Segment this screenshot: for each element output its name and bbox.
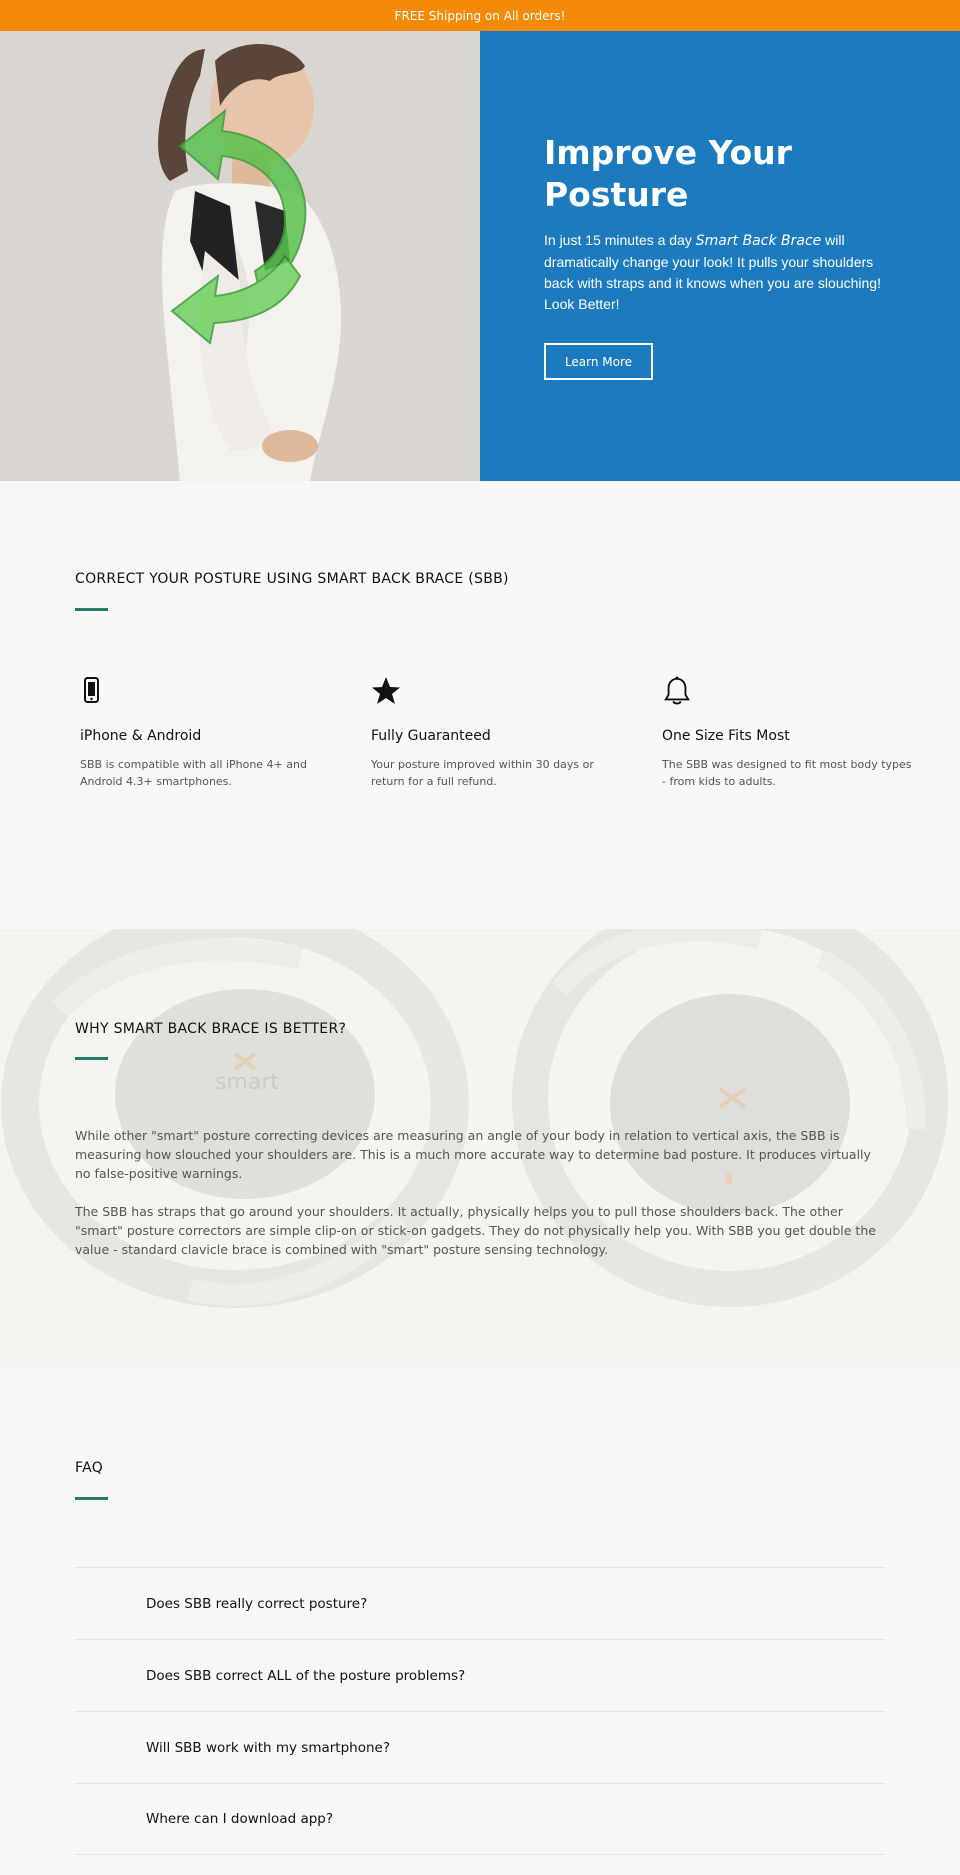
shipping-banner (0, 0, 960, 31)
hero-title-line1: Improve Your (544, 133, 792, 172)
hero-description (544, 230, 900, 315)
smartphone-icon (80, 676, 104, 706)
hero-brand-name: Smart Back Brace (695, 233, 822, 249)
faq-item[interactable] (75, 1639, 885, 1711)
faq-question: Does SBB correct ALL of the posture problems? (146, 1667, 466, 1684)
hero-title-line2: Posture (544, 175, 689, 214)
hero-text-after: will dramatically change your look! It pulls your shoulders back with straps and it knows when you are slouching! Look Better! (544, 232, 881, 312)
why-paragraph-1: While other "smart" posture correcting devices are measuring an angle of your body in relation to vertical axis, the SBB is measuring how slouched your shoulders are. This is a much more accurate way to determine bad posture. It produces virtually no false-positive warnings. (75, 1128, 871, 1181)
why-title-underline (75, 1057, 108, 1060)
hero-title (544, 132, 900, 216)
feature-text: The SBB was designed to fit most body types - from kids to adults. (662, 758, 912, 788)
faq-title-underline (75, 1497, 108, 1500)
faq-section-title: FAQ (75, 1460, 104, 1476)
feature-iphone-android (80, 676, 330, 790)
learn-more-button[interactable]: Learn More (544, 343, 653, 380)
hero-image (0, 31, 480, 481)
feature-text: Your posture improved within 30 days or return for a full refund. (371, 758, 594, 788)
shipping-banner-text: FREE Shipping on All orders! (394, 8, 566, 23)
faq-item[interactable] (75, 1711, 885, 1783)
features-section-title: CORRECT YOUR POSTURE USING SMART BACK BRACE (SBB) (75, 571, 509, 587)
hero-text-before: In just 15 minutes a day (544, 232, 696, 248)
faq-item[interactable] (75, 1783, 885, 1855)
faq-question: Where can I download app? (146, 1811, 334, 1827)
bell-icon (662, 676, 692, 706)
why-section-title: WHY SMART BACK BRACE IS BETTER? (75, 1021, 347, 1037)
faq-question: Will SBB work with my smartphone? (146, 1739, 391, 1756)
hero-section (0, 31, 960, 481)
feature-text: SBB is compatible with all iPhone 4+ and Android 4.3+ smartphones. (80, 758, 307, 788)
device-logo-text: smart (215, 1070, 280, 1095)
woman-posture-illustration (0, 31, 480, 481)
why-paragraph-2: The SBB has straps that go around your shoulders. It actually, physically helps you to pull those shoulders back. The other "smart" posture correctors are simple clip-on or stick-on gadgets. They do not physically help you. With SBB you get double the value - standard clavicle brace is combined with "smart" posture sensing technology. (75, 1204, 876, 1257)
feature-title: One Size Fits Most (662, 728, 790, 744)
hero-panel (480, 31, 960, 481)
faq-item[interactable] (75, 1567, 885, 1639)
features-title-underline (75, 608, 108, 611)
feature-one-size (662, 676, 912, 790)
faq-question: Does SBB really correct posture? (146, 1595, 368, 1612)
feature-guaranteed (371, 676, 621, 790)
why-section (0, 929, 960, 1369)
feature-title: iPhone & Android (80, 728, 202, 744)
feature-title: Fully Guaranteed (371, 728, 491, 744)
star-icon (371, 676, 401, 706)
